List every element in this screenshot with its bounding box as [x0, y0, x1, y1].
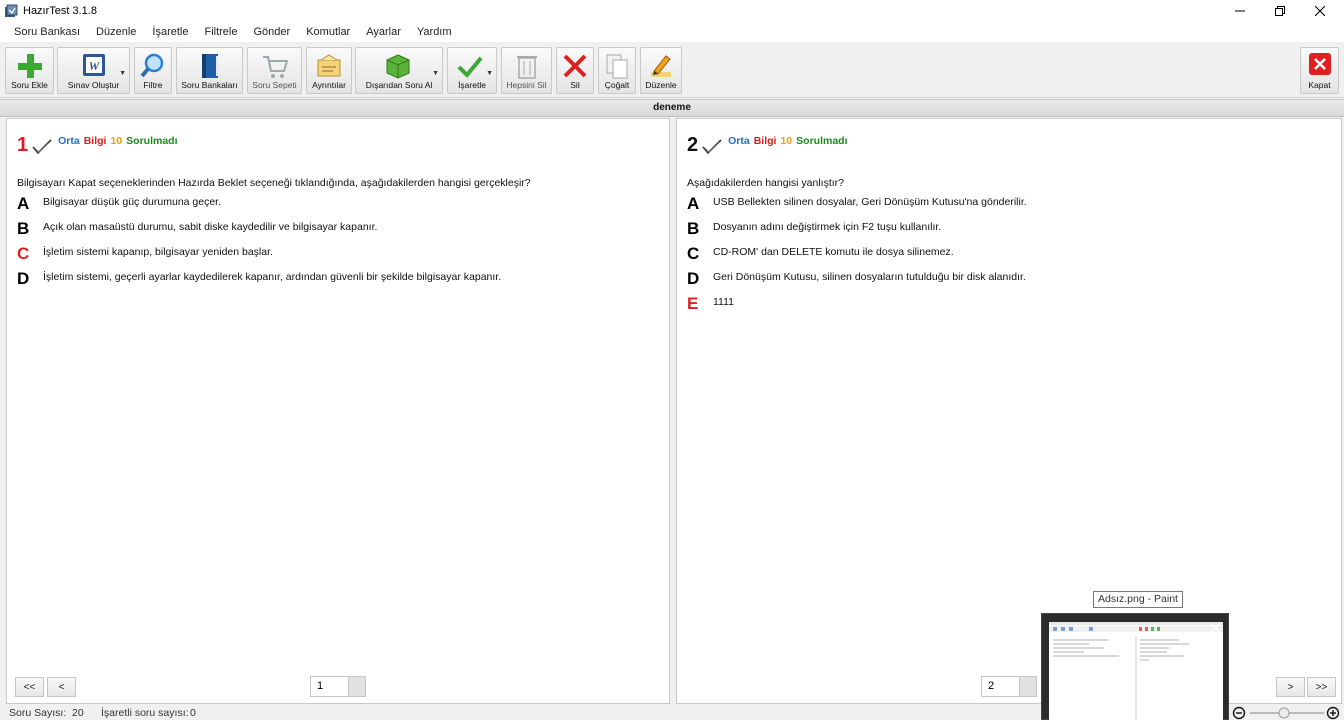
menu-ayarlar[interactable]: Ayarlar [366, 26, 401, 38]
page-input-left[interactable] [310, 676, 366, 697]
difficulty-tag: Orta [728, 135, 750, 147]
option-a[interactable] [17, 195, 221, 213]
question-bank-title: deneme [0, 99, 1344, 117]
option-letter: D [17, 269, 30, 288]
option-letter: C [687, 244, 700, 263]
thumbnail-close-button[interactable] [1201, 614, 1228, 641]
status-tag: Sorulmadı [796, 135, 848, 147]
svg-text:W: W [88, 59, 100, 73]
soru-ekle-button[interactable]: Soru Ekle [5, 47, 54, 94]
option-text: CD-ROM' dan DELETE komutu ile dosya silinemez. [713, 246, 954, 258]
word-document-icon [81, 52, 107, 78]
option-e[interactable] [687, 295, 734, 313]
checkmark-icon [456, 52, 484, 80]
page-spinner[interactable] [1019, 677, 1036, 696]
chevron-down-icon[interactable]: ▼ [432, 70, 439, 77]
next-page-button[interactable]: > [1276, 677, 1305, 697]
option-text: İşletim sistemi, geçerli ayarlar kaydedilerek kapanır, ardından güvenli bir şekilde bilgisayar kapanır. [43, 271, 502, 283]
restore-button[interactable] [1260, 0, 1300, 22]
category-tag: Bilgi [83, 135, 107, 147]
score-tag: 10 [780, 135, 793, 147]
chevron-down-icon[interactable]: ▼ [486, 70, 493, 77]
chevron-down-icon[interactable]: ▼ [119, 70, 126, 77]
restore-icon [1275, 6, 1285, 16]
category-tag: Bilgi [753, 135, 777, 147]
taskbar-thumbnail-preview[interactable] [1041, 613, 1229, 720]
option-b[interactable] [17, 220, 377, 238]
page-input-right[interactable] [981, 676, 1037, 697]
option-a[interactable] [687, 195, 1027, 213]
menu-yardim[interactable]: Yardım [416, 26, 452, 38]
sil-button[interactable]: Sil [556, 47, 594, 94]
option-c[interactable] [687, 245, 954, 263]
difficulty-tag: Orta [58, 135, 80, 147]
page-value: 1 [317, 680, 324, 692]
option-letter: A [687, 194, 700, 213]
question-count-value: 20 [72, 707, 84, 719]
title-bar [0, 0, 1344, 22]
option-letter: A [17, 194, 30, 213]
menu-gonder[interactable]: Gönder [253, 26, 291, 38]
trash-icon [515, 52, 539, 80]
menu-duzenle[interactable]: Düzenle [96, 26, 137, 38]
score-tag: 10 [110, 135, 123, 147]
question-number: 2 [687, 134, 699, 156]
option-text: 1111 [713, 296, 735, 308]
menu-soru-bankasi[interactable]: Soru Bankası [14, 26, 81, 38]
status-tag: Sorulmadı [126, 135, 178, 147]
details-icon [315, 52, 343, 80]
page-spinner[interactable] [348, 677, 365, 696]
option-d[interactable] [17, 270, 501, 288]
question-number: 1 [17, 134, 29, 156]
menu-komutlar[interactable]: Komutlar [306, 26, 351, 38]
menu-isaretle[interactable]: İşaretle [152, 26, 189, 38]
disaridan-soru-al-button[interactable]: Dışarıdan Soru Al ▼ [355, 47, 443, 94]
minimize-icon [1235, 6, 1245, 16]
isaretle-button[interactable]: İşaretle ▼ [447, 47, 497, 94]
option-letter: D [687, 269, 700, 288]
option-letter-correct: E [687, 294, 699, 313]
option-b[interactable] [687, 220, 941, 238]
minimize-button[interactable] [1220, 0, 1260, 22]
copy-icon [604, 52, 630, 80]
zoom-control[interactable] [1232, 705, 1344, 720]
option-d[interactable] [687, 270, 1026, 288]
option-text: Bilgisayar düşük güç durumuna geçer. [43, 196, 222, 208]
option-letter: B [17, 219, 30, 238]
soru-bankalari-button[interactable]: Soru Bankaları [176, 47, 243, 94]
close-icon [1308, 52, 1332, 76]
unasked-check-icon [702, 139, 722, 155]
pencil-icon [647, 52, 675, 80]
question-header [17, 129, 182, 155]
option-text: İşletim sistemi kapanıp, bilgisayar yeniden başlar. [43, 246, 273, 258]
option-text: Geri Dönüşüm Kutusu, silinen dosyaların tutulduğu bir disk alanıdır. [713, 271, 1026, 283]
marked-count-value: 0 [190, 707, 196, 719]
close-icon [1209, 622, 1221, 634]
menu-bar [0, 22, 1344, 42]
delete-x-icon [561, 52, 589, 80]
taskbar-tooltip: Adsız.png - Paint [1093, 591, 1183, 608]
close-icon [1315, 6, 1325, 16]
toolbar [0, 42, 1344, 98]
duzenle-button[interactable]: Düzenle [640, 47, 682, 94]
question-count-label: Soru Sayısı: [9, 707, 67, 719]
unasked-check-icon [32, 139, 52, 155]
first-page-button[interactable]: << [15, 677, 44, 697]
question-text: Aşağıdakilerden hangisi yanlıştır? [687, 177, 845, 189]
package-icon [384, 52, 412, 80]
question-panel-1[interactable] [6, 118, 670, 704]
window-title: HazırTest 3.1.8 [23, 5, 97, 17]
soru-sepeti-button[interactable]: Soru Sepeti [247, 47, 302, 94]
option-text: Açık olan masaüstü durumu, sabit diske kaydedilir ve bilgisayar kapanır. [43, 221, 378, 233]
option-text: USB Bellekten silinen dosyalar, Geri Dönüşüm Kutusu'na gönderilir. [713, 196, 1027, 208]
option-c[interactable] [17, 245, 273, 263]
zoom-slider[interactable] [1232, 705, 1344, 720]
thumbnail-image [1049, 622, 1223, 720]
hepsini-sil-button[interactable]: Hepsini Sil [501, 47, 552, 94]
question-header [687, 129, 852, 155]
close-window-button[interactable] [1300, 0, 1340, 22]
last-page-button[interactable]: >> [1307, 677, 1336, 697]
book-icon [198, 52, 222, 80]
menu-filtrele[interactable]: Filtrele [204, 26, 238, 38]
magnifier-icon [139, 52, 167, 80]
prev-page-button[interactable]: < [47, 677, 76, 697]
option-letter: B [687, 219, 700, 238]
filtre-button[interactable]: Filtre [134, 47, 172, 94]
marked-count-label: İşaretli soru sayısı: [101, 707, 189, 719]
question-text: Bilgisayarı Kapat seçeneklerinden Hazırda Beklet seçeneği tıklandığında, aşağıdakilerden hangisi gerçekleşir? [17, 177, 531, 189]
kapat-button[interactable]: Kapat [1300, 47, 1339, 94]
question-panel-2[interactable] [676, 118, 1342, 704]
option-text: Dosyanın adını değiştirmek için F2 tuşu kullanılır. [713, 221, 942, 233]
app-icon [4, 4, 18, 18]
cogalt-button[interactable]: Çoğalt [598, 47, 636, 94]
cart-icon [261, 52, 289, 80]
ayrintilar-button[interactable]: Ayrıntılar [306, 47, 352, 94]
sinav-olustur-button[interactable]: W Sınav Oluştur ▼ [57, 47, 130, 94]
add-icon [16, 52, 44, 80]
page-value: 2 [988, 680, 995, 692]
option-letter-correct: C [17, 244, 30, 263]
